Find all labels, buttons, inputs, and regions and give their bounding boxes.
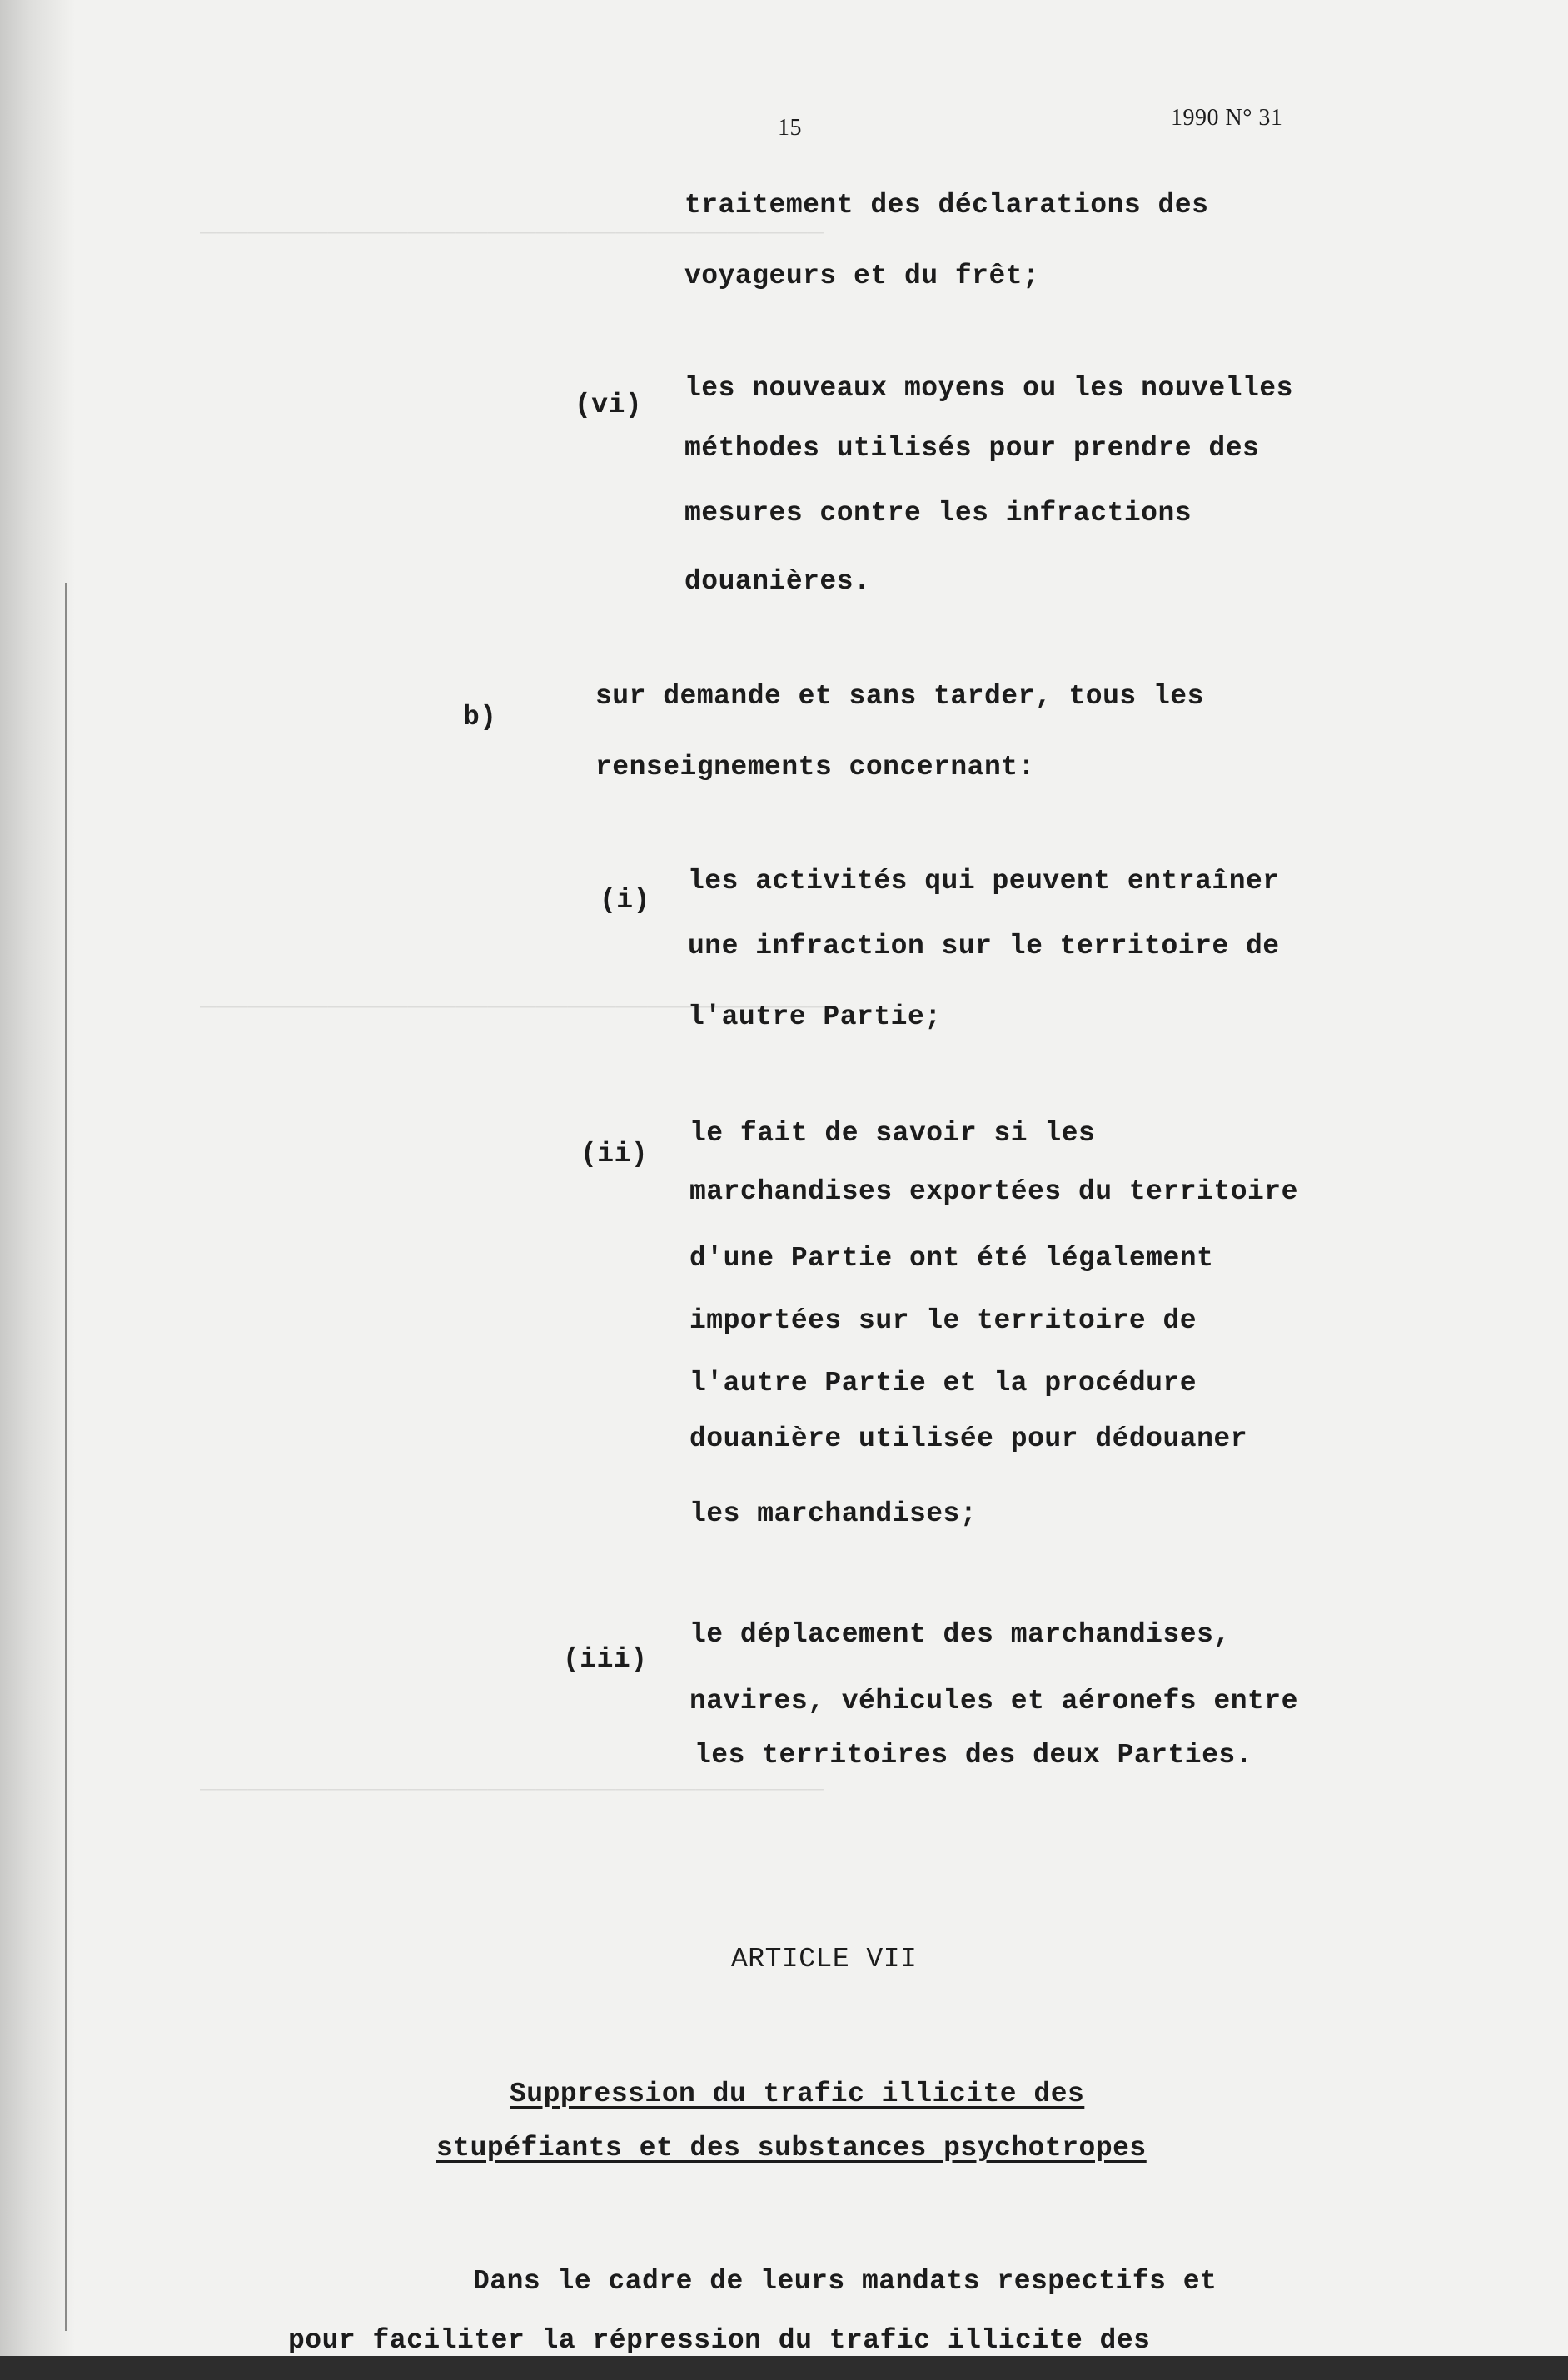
text-line: le déplacement des marchandises, xyxy=(689,1619,1231,1650)
list-marker: b) xyxy=(463,702,497,733)
article-heading: ARTICLE VII xyxy=(731,1944,918,1975)
text-line: importées sur le territoire de xyxy=(689,1305,1197,1336)
article-title-line: Suppression du trafic illicite des xyxy=(510,2079,1085,2109)
text-line: marchandises exportées du territoire xyxy=(689,1176,1298,1207)
text-line: les territoires des deux Parties. xyxy=(694,1740,1253,1771)
text-line: douanières. xyxy=(684,566,871,597)
text-line: l'autre Partie et la procédure xyxy=(689,1368,1197,1399)
article-body-line: pour faciliter la répression du trafic illicite des xyxy=(288,2325,1151,2356)
text-line: les nouveaux moyens ou les nouvelles xyxy=(684,373,1293,404)
list-marker: (i) xyxy=(600,885,650,916)
list-marker: (iii) xyxy=(563,1644,648,1675)
text-line: les activités qui peuvent entraîner xyxy=(688,866,1280,897)
text-line: sur demande et sans tarder, tous les xyxy=(595,681,1204,712)
show-through-bleed: _______________________________________ _______________________________________ _______________________________________ xyxy=(200,208,824,1796)
scan-bottom-edge xyxy=(0,2356,1568,2380)
text-line: méthodes utilisés pour prendre des xyxy=(684,433,1260,464)
article-title-line: stupéfiants et des substances psychotropes xyxy=(436,2133,1147,2164)
text-line: d'une Partie ont été légalement xyxy=(689,1243,1214,1274)
list-marker: (vi) xyxy=(575,390,643,420)
text-line: les marchandises; xyxy=(689,1498,978,1529)
page-number: 15 xyxy=(778,115,802,141)
text-line: douanière utilisée pour dédouaner xyxy=(689,1424,1248,1454)
text-line: le fait de savoir si les xyxy=(689,1118,1096,1149)
text-line: navires, véhicules et aéronefs entre xyxy=(689,1686,1298,1717)
text-line: mesures contre les infractions xyxy=(684,498,1192,529)
article-body-line: Dans le cadre de leurs mandats respectifs et xyxy=(473,2266,1217,2297)
document-reference: 1990 N° 31 xyxy=(1171,105,1283,131)
list-marker: (ii) xyxy=(580,1139,649,1170)
text-line: renseignements concernant: xyxy=(595,752,1035,783)
text-line: une infraction sur le territoire de xyxy=(688,931,1280,961)
text-line: l'autre Partie; xyxy=(688,1001,942,1032)
text-line: traitement des déclarations des xyxy=(684,190,1209,221)
text-line: voyageurs et du frêt; xyxy=(684,261,1040,291)
